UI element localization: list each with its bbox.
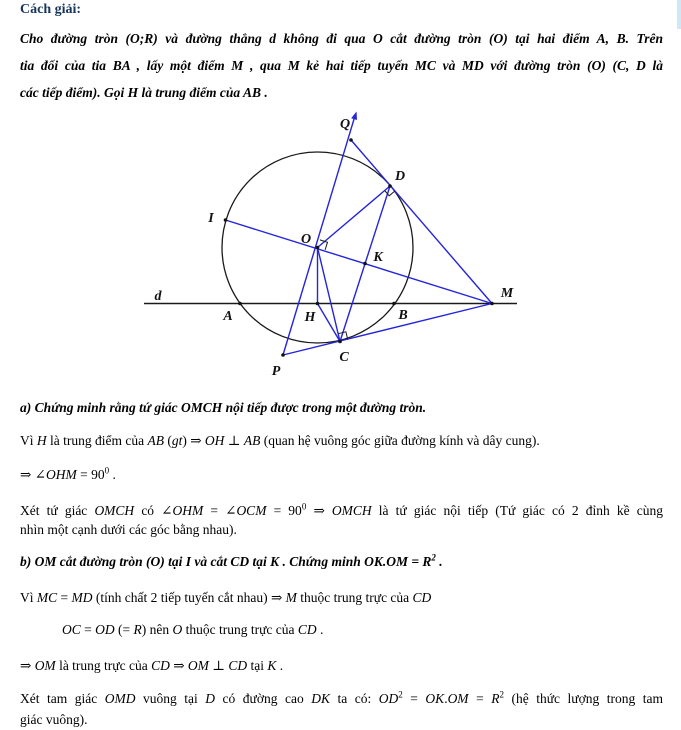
label-Q: Q: [339, 117, 351, 132]
part-a-line-2: ⇒ ∠OHM = $90^0$ .: [20, 465, 116, 482]
point-B: [392, 302, 396, 306]
point-M: [490, 302, 494, 306]
part-a-heading: a) Chứng minh rằng tứ giác OMCH nội tiếp được trong một đường tròn.: [20, 400, 427, 415]
label-O: O: [300, 232, 312, 247]
label-K: K: [373, 250, 383, 265]
part-a-line-4: nhìn một cạnh dưới các góc bằng nhau).: [20, 522, 237, 537]
problem-statement-line-3: các tiếp điểm). Gọi H là trung điểm của AB .: [20, 85, 268, 100]
point-dots: [224, 138, 494, 357]
point-A: [238, 302, 242, 306]
radius-O-D: [318, 186, 391, 248]
label-P: P: [271, 364, 281, 379]
part-a-line-1: Vì H là trung điểm của AB (gt) ⇒ OH ⊥ AB (quan hệ vuông góc giữa đường kính và dây cung).: [20, 433, 540, 448]
part-b-heading: b) OM cắt đường tròn (O) tại I và cắt CD tại K . Chứng minh $OK.OM = R^2$ .: [20, 552, 443, 569]
scrollbar-sliver[interactable]: [677, 0, 681, 29]
point-P: [281, 353, 285, 357]
label-B: B: [398, 308, 408, 323]
point-D: [388, 184, 392, 188]
tangent-M-D-Q: [351, 140, 492, 304]
point-K: [363, 262, 367, 266]
point-I: [224, 218, 228, 222]
ray-arrowhead-beyond-Q: [351, 112, 357, 121]
label-D: D: [394, 169, 406, 184]
label-d: d: [154, 289, 162, 304]
label-A: A: [223, 309, 233, 324]
segment-H-C: [318, 304, 341, 342]
part-b-line-3: ⇒ OM là trung trực của CD ⇒ OM ⊥ CD tại K .: [20, 658, 284, 673]
label-M: M: [500, 286, 514, 301]
part-a-line-3: Xét tứ giác OMCH có ∠OHM = ∠OCM = $90^0$ ⇒ OMCH là tứ giác nội tiếp (Tứ giác có 2 đỉnh kề cùng: [20, 501, 663, 518]
page-title: Cách giải:: [20, 2, 82, 17]
right-angle-mark-at-D: [385, 191, 395, 196]
problem-statement-line-1: Cho đường tròn (O;R) và đường thẳng d không đi qua O cắt đường tròn (O) tại hai điểm A, B. Trên: [20, 31, 663, 46]
point-labels: [155, 117, 514, 379]
line-I-O-K-M: [226, 220, 493, 304]
part-b-line-2: OC = OD (= R) nên O thuộc trung trực của CD .: [62, 622, 324, 637]
line-P-O-Q: [283, 118, 355, 356]
point-O: [316, 246, 320, 250]
problem-statement-line-2: tia đối của tia BA , lấy một điểm M , qua M kẻ hai tiếp tuyến MC và MD với đường tròn (O) (C, D là: [20, 58, 663, 73]
part-b-line-5: giác vuông).: [20, 712, 88, 727]
point-C: [338, 340, 342, 344]
part-b-line-1: Vì MC = MD (tính chất 2 tiếp tuyến cắt nhau) ⇒ M thuộc trung trực của CD: [20, 590, 432, 605]
label-I: I: [208, 211, 214, 226]
construction-lines: [226, 118, 493, 356]
label-H: H: [304, 310, 316, 325]
point-H: [316, 302, 320, 306]
radius-O-C: [318, 248, 341, 342]
part-b-line-4: Xét tam giác OMD vuông tại D có đường cao DK ta có: $OD^2 = OK.OM = R^2$ (hệ thức lượng trong tam: [20, 689, 663, 706]
label-C: C: [339, 350, 349, 365]
point-Q: [349, 138, 353, 142]
